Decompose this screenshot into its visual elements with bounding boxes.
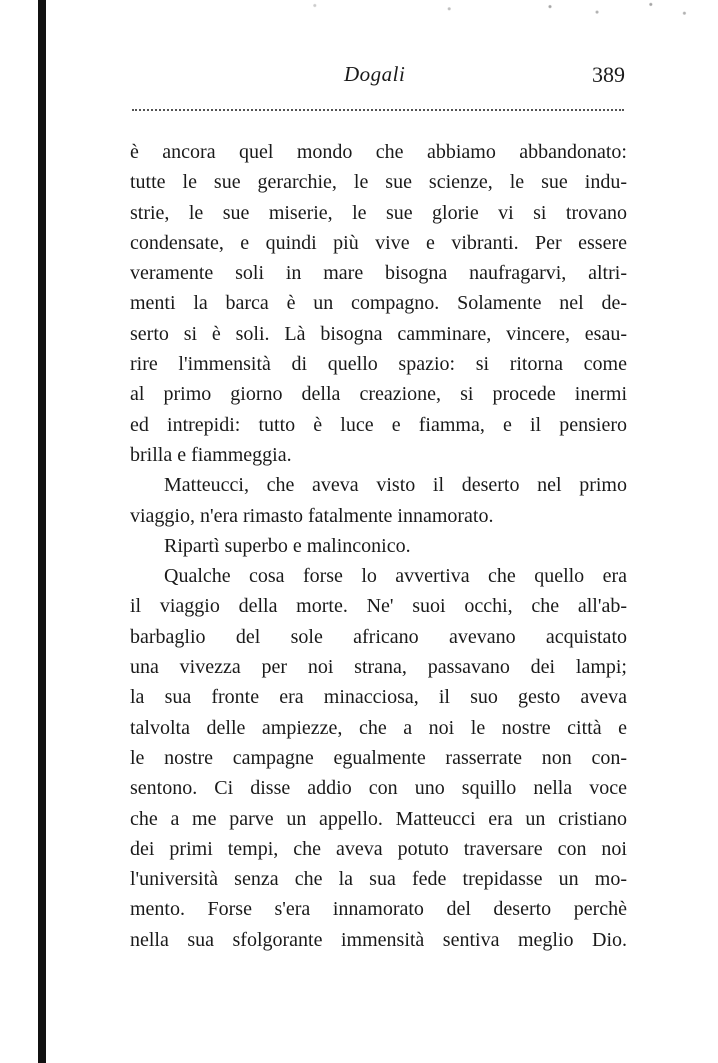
text-line: Ripartì superbo e malinconico. — [164, 534, 411, 557]
paper-speckle — [46, 0, 718, 22]
text-line: Matteucci, che aveva visto il deserto nel primo — [164, 474, 627, 497]
header-divider — [132, 109, 624, 111]
page-header — [130, 62, 625, 98]
text-line: rire l'immensità di quello spazio: si ritorna come — [130, 353, 627, 376]
text-line: condensate, e quindi più vive e vibranti. Per essere — [130, 231, 627, 254]
text-line: la sua fronte era minacciosa, il suo gesto aveva — [130, 686, 627, 709]
body-text — [130, 137, 627, 955]
text-line: serto si è soli. Là bisogna camminare, vincere, esau- — [130, 322, 627, 345]
text-line: l'università senza che la sua fede trepidasse un mo- — [130, 868, 627, 891]
text-line: sentono. Ci disse addio con uno squillo nella voce — [130, 777, 627, 800]
text-line: brilla e fiammeggia. — [130, 443, 292, 466]
text-line: le nostre campagne egualmente rasserrate non con- — [130, 746, 627, 769]
text-line: dei primi tempi, che aveva potuto traversare con noi — [130, 837, 627, 860]
text-line: al primo giorno della creazione, si procede inermi — [130, 383, 627, 406]
text-line: Qualche cosa forse lo avvertiva che quello era — [164, 565, 627, 588]
text-line: è ancora quel mondo che abbiamo abbandonato: — [130, 141, 627, 163]
text-line: talvolta delle ampiezze, che a noi le nostre città e — [130, 716, 627, 739]
text-line: che a me parve un appello. Matteucci era un cristiano — [130, 807, 627, 830]
text-line: tutte le sue gerarchie, le sue scienze, le sue indu- — [130, 171, 627, 194]
text-line: ed intrepidi: tutto è luce e fiamma, e il pensiero — [130, 413, 627, 436]
text-line: viaggio, n'era rimasto fatalmente innamorato. — [130, 504, 494, 527]
text-line: menti la barca è un compagno. Solamente nel de- — [130, 292, 627, 315]
text-line: una vivezza per noi strana, passavano dei lampi; — [130, 656, 627, 679]
text-line: nella sua sfolgorante immensità sentiva meglio Dio. — [130, 928, 627, 951]
text-line: mento. Forse s'era innamorato del deserto perchè — [130, 898, 627, 921]
text-line: barbaglio del sole africano avevano acquistato — [130, 625, 627, 648]
running-title: Dogali — [344, 62, 406, 86]
page-number: 389 — [592, 62, 625, 87]
text-line: strie, le sue miserie, le sue glorie vi si trovano — [130, 201, 627, 224]
text-line: il viaggio della morte. Ne' suoi occhi, che all'ab- — [130, 595, 627, 618]
text-line: veramente soli in mare bisogna naufragarvi, altri- — [130, 262, 627, 285]
book-spine-edge — [38, 0, 46, 1063]
